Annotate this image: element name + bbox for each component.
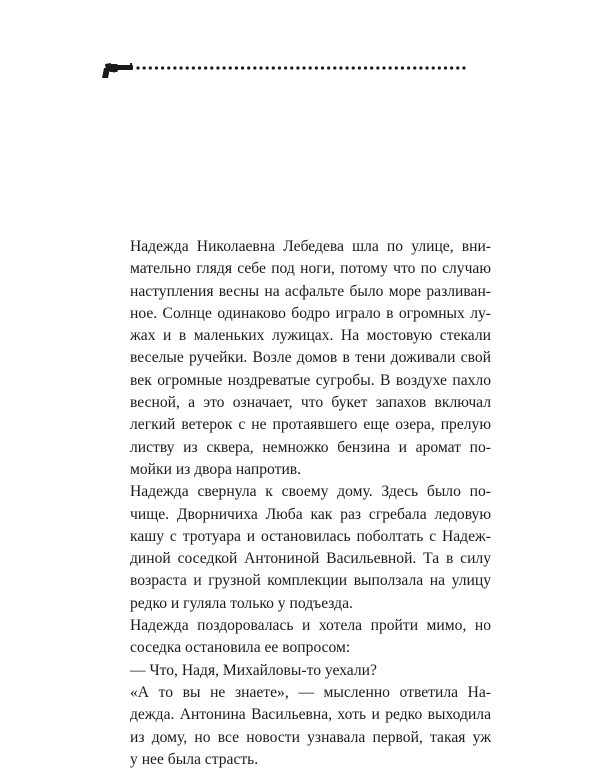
leader-dot: [309, 66, 312, 69]
text-line: Надежда Николаевна Лебедева шла по улице, вни-: [130, 238, 491, 255]
leader-dot: [376, 66, 379, 69]
revolver-icon: [102, 58, 470, 80]
text-line: редко и гуляла только у подъезда.: [130, 594, 353, 612]
text-line: из дому, но все новости узнавала первой, такая уж: [130, 728, 491, 746]
leader-dot: [143, 66, 146, 69]
leader-dot: [438, 66, 441, 69]
leader-dot: [358, 66, 361, 69]
leader-dot: [419, 66, 422, 69]
leader-dot: [296, 66, 299, 69]
leader-dot: [198, 66, 201, 69]
leader-dot: [413, 66, 416, 69]
leader-dot: [284, 66, 287, 69]
text-line: весной, а это означает, что букет запахов включал: [130, 394, 491, 412]
leader-dot: [370, 66, 373, 69]
leader-dot: [327, 66, 330, 69]
leader-dot: [425, 66, 428, 69]
leader-dot: [432, 66, 435, 69]
leader-dot: [266, 66, 269, 69]
leader-dot: [155, 66, 158, 69]
leader-dot: [216, 66, 219, 69]
leader-dot: [333, 66, 336, 69]
leader-dot: [272, 66, 275, 69]
leader-dot: [450, 66, 453, 69]
leader-dot: [444, 66, 447, 69]
leader-dot: [346, 66, 349, 69]
leader-dot: [167, 66, 170, 69]
leader-dot: [149, 66, 152, 69]
paragraph-4: [113, 660, 491, 682]
leader-dot: [192, 66, 195, 69]
leader-dot: [204, 66, 207, 69]
text-line: листву из сквера, немножко бензина и аромат по-: [130, 438, 491, 456]
leader-dot: [462, 66, 465, 69]
text-line: Надежда поздоровалась и хотела пройти мимо, но: [130, 617, 491, 635]
leader-dot: [401, 66, 404, 69]
paragraph-3: [113, 615, 491, 660]
paragraph-5: [113, 682, 491, 771]
leader-dot: [364, 66, 367, 69]
paragraph-1: [113, 236, 491, 481]
leader-dot: [210, 66, 213, 69]
leader-dot: [241, 66, 244, 69]
leader-dot: [290, 66, 293, 69]
leader-dot: [173, 66, 176, 69]
text-line: — Что, Надя, Михайловы-то уехали?: [130, 661, 377, 679]
leader-dot: [247, 66, 250, 69]
leader-dot: [136, 66, 139, 69]
leader-dot: [235, 66, 238, 69]
leader-dot: [315, 66, 318, 69]
leader-dot: [389, 66, 392, 69]
leader-dot: [456, 66, 459, 69]
leader-dot: [161, 66, 164, 69]
leader-dot: [253, 66, 256, 69]
leader-dot: [395, 66, 398, 69]
leader-dot: [179, 66, 182, 69]
text-line: диной соседкой Антониной Васильевной. Та в силу: [130, 550, 491, 568]
paragraph-2: [113, 481, 491, 615]
text-line: дежда. Антонина Васильевна, хоть и редко выходила: [130, 706, 491, 724]
leader-dot: [382, 66, 385, 69]
leader-dot: [321, 66, 324, 69]
text-line: жах и в маленьких лужицах. На мостовую стекали: [130, 327, 491, 345]
leader-dot: [259, 66, 262, 69]
text-line: у нее была страсть.: [130, 750, 259, 768]
text-line: мойки из двора напротив.: [130, 460, 302, 478]
leader-dot: [302, 66, 305, 69]
chapter-header-ornament: [102, 58, 470, 80]
text-line: мательно глядя себе под ноги, потому что по случаю: [130, 260, 491, 278]
text-line: возраста и грузной комплекции выползала на улицу: [130, 572, 491, 590]
text-line: Надежда свернула к своему дому. Здесь было по-: [130, 483, 491, 501]
text-line: «А то вы не знаете», — мысленно ответила На-: [130, 683, 491, 701]
text-line: наступления весны на асфальте было море разливан-: [130, 282, 491, 300]
leader-dot: [352, 66, 355, 69]
text-line: соседка остановила ее вопросом:: [130, 639, 351, 657]
text-line: век огромные ноздреватые сугробы. В воздухе пахло: [130, 371, 491, 389]
leader-dot: [339, 66, 342, 69]
text-line: ное. Солнце одинаково бодро играло в огромных лу-: [130, 304, 491, 322]
text-line: легкий ветерок с не протаявшего еще озера, прелую: [130, 416, 491, 434]
leader-dot: [229, 66, 232, 69]
text-line: чище. Дворничиха Люба как раз сгребала ледовую: [130, 505, 491, 523]
body-text: [113, 236, 491, 771]
leader-dot: [278, 66, 281, 69]
text-line: кашу с тротуара и остановилась поболтать с Надеж-: [130, 527, 491, 545]
leader-dot: [407, 66, 410, 69]
leader-dot: [186, 66, 189, 69]
leader-dot: [223, 66, 226, 69]
text-line: веселые ручейки. Возле домов в тени доживали свой: [130, 349, 491, 367]
